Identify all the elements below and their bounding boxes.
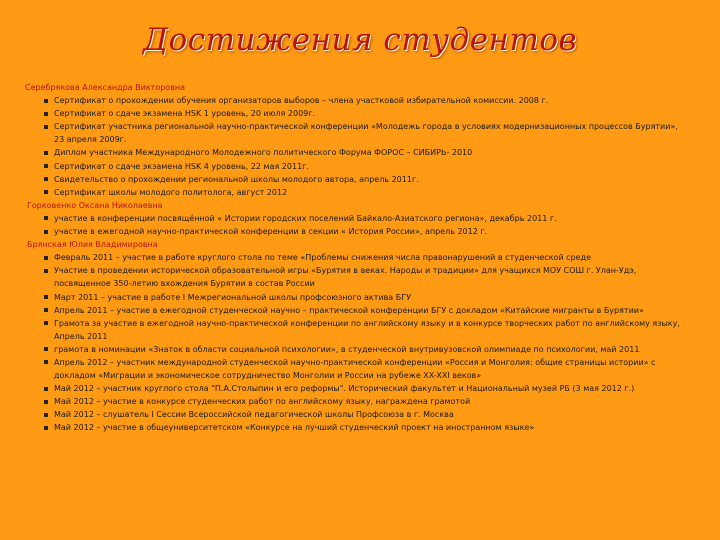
- achievement-item: Март 2011 – участие в работе I Межрегиональной школы профсоюзного актива БГУ: [27, 291, 687, 304]
- bullet-icon: [44, 99, 48, 103]
- achievement-item: Май 2012 – слушатель I Сессии Всероссийской педагогической школы Профсоюза в г. Москва: [27, 408, 687, 421]
- bullet-icon: [44, 164, 48, 168]
- bullet-icon: [44, 269, 48, 273]
- bullet-icon: [44, 308, 48, 312]
- achievement-item: Февраль 2011 – участие в работе круглого стола по теме «Проблемы снижения числа правонарушений в студенческой среде: [27, 251, 687, 264]
- achievement-item: Сертификат о прохождении обучения организаторов выборов – члена участковой избирательной комиссии. 2008 г.: [27, 94, 687, 107]
- student-section: [27, 199, 687, 238]
- bullet-icon: [44, 360, 48, 364]
- achievement-item: Май 2012 – участие в конкурсе студенческих работ по английскому языку, награждена грамотой: [27, 395, 687, 408]
- student-name: Брянская Юлия Владимировна: [27, 240, 158, 250]
- bullet-icon: [44, 295, 48, 299]
- bullet-icon: [44, 347, 48, 351]
- bullet-icon: [44, 387, 48, 391]
- bullet-icon: [44, 256, 48, 260]
- achievement-item: Май 2012 – участие в общеуниверситетском «Конкурсе на лучший студенческий проект на иностранном языке»: [27, 421, 687, 434]
- achievement-item: Свидетельство о прохождении региональной школы молодого автора, апрель 2011г.: [27, 173, 687, 186]
- bullet-icon: [44, 112, 48, 116]
- student-name: Горковенко Оксана Николаевна: [27, 200, 163, 210]
- achievement-item: Апрель 2012 – участник международной студенческой научно-практической конференции «Россия и Монголия: общие страницы истории» с докладом «Миграции и экономическое сотрудничество Монголии и России на рубеже XX-XXI веков»: [27, 356, 687, 382]
- achievement-item: грамота в номинации «Знаток в области социальной психологии», в студенческой внутривузовской олимпиаде по психологии, май 2011: [27, 343, 687, 356]
- bullet-icon: [44, 321, 48, 325]
- achievement-item: Диплом участника Международного Молодежного политического Форума ФОРОС – СИБИРЬ- 2010: [27, 146, 687, 159]
- achievement-item: Апрель 2011 – участие в ежегодной студенческой научно – практической конференции БГУ с докладом «Китайские мигранты в Бурятии»: [27, 304, 687, 317]
- slide-title: Достижения студентов: [142, 22, 578, 58]
- bullet-icon: [44, 413, 48, 417]
- achievement-item: Май 2012 – участник круглого стола "П.А.Столыпин и его реформы". Исторический факультет и Национальный музей РБ (3 мая 2012 г.): [27, 382, 687, 395]
- achievements-list: [27, 81, 687, 435]
- bullet-icon: [44, 216, 48, 220]
- achievement-item: участие в конференции посвящённой « Истории городских поселений Байкало-Азиатского региона», декабрь 2011 г.: [27, 212, 687, 225]
- achievement-item: Сертификат школы молодого политолога, август 2012: [27, 186, 687, 199]
- achievement-item: Грамота за участие в ежегодной научно-практической конференции по английскому языку и в конкурсе творческих работ по английскому языку, Апрель 2011: [27, 317, 687, 343]
- achievement-item: Сертификат о сдаче экзамена HSK 1 уровень, 20 июля 2009г.: [27, 107, 687, 120]
- bullet-icon: [44, 230, 48, 234]
- achievement-item: Сертификат участника региональной научно-практической конференции «Молодежь города в условиях модернизационных процессов Бурятии», 23 апреля 2009г.: [27, 120, 687, 146]
- student-section: [27, 81, 687, 199]
- student-name: Серебрякова Александра Викторовна: [25, 83, 186, 92]
- bullet-icon: [44, 151, 48, 155]
- bullet-icon: [44, 125, 48, 129]
- bullet-icon: [44, 400, 48, 404]
- bullet-icon: [44, 177, 48, 181]
- achievement-item: Сертификат о сдаче экзамена HSK 4 уровень, 22 мая 2011г.: [27, 160, 687, 173]
- bullet-icon: [44, 190, 48, 194]
- bullet-icon: [44, 426, 48, 430]
- achievement-item: Участие в проведении исторической образовательной игры «Бурятия в веках. Народы и традиции» для учащихся МОУ СОШ г. Улан-Удэ, посвященное 350-летию вхождения Бурятии в состав России: [27, 264, 687, 290]
- student-section: [27, 238, 687, 434]
- achievement-item: участие в ежегодной научно-практической конференции в секции « История России», апрель 2012 г.: [27, 225, 687, 238]
